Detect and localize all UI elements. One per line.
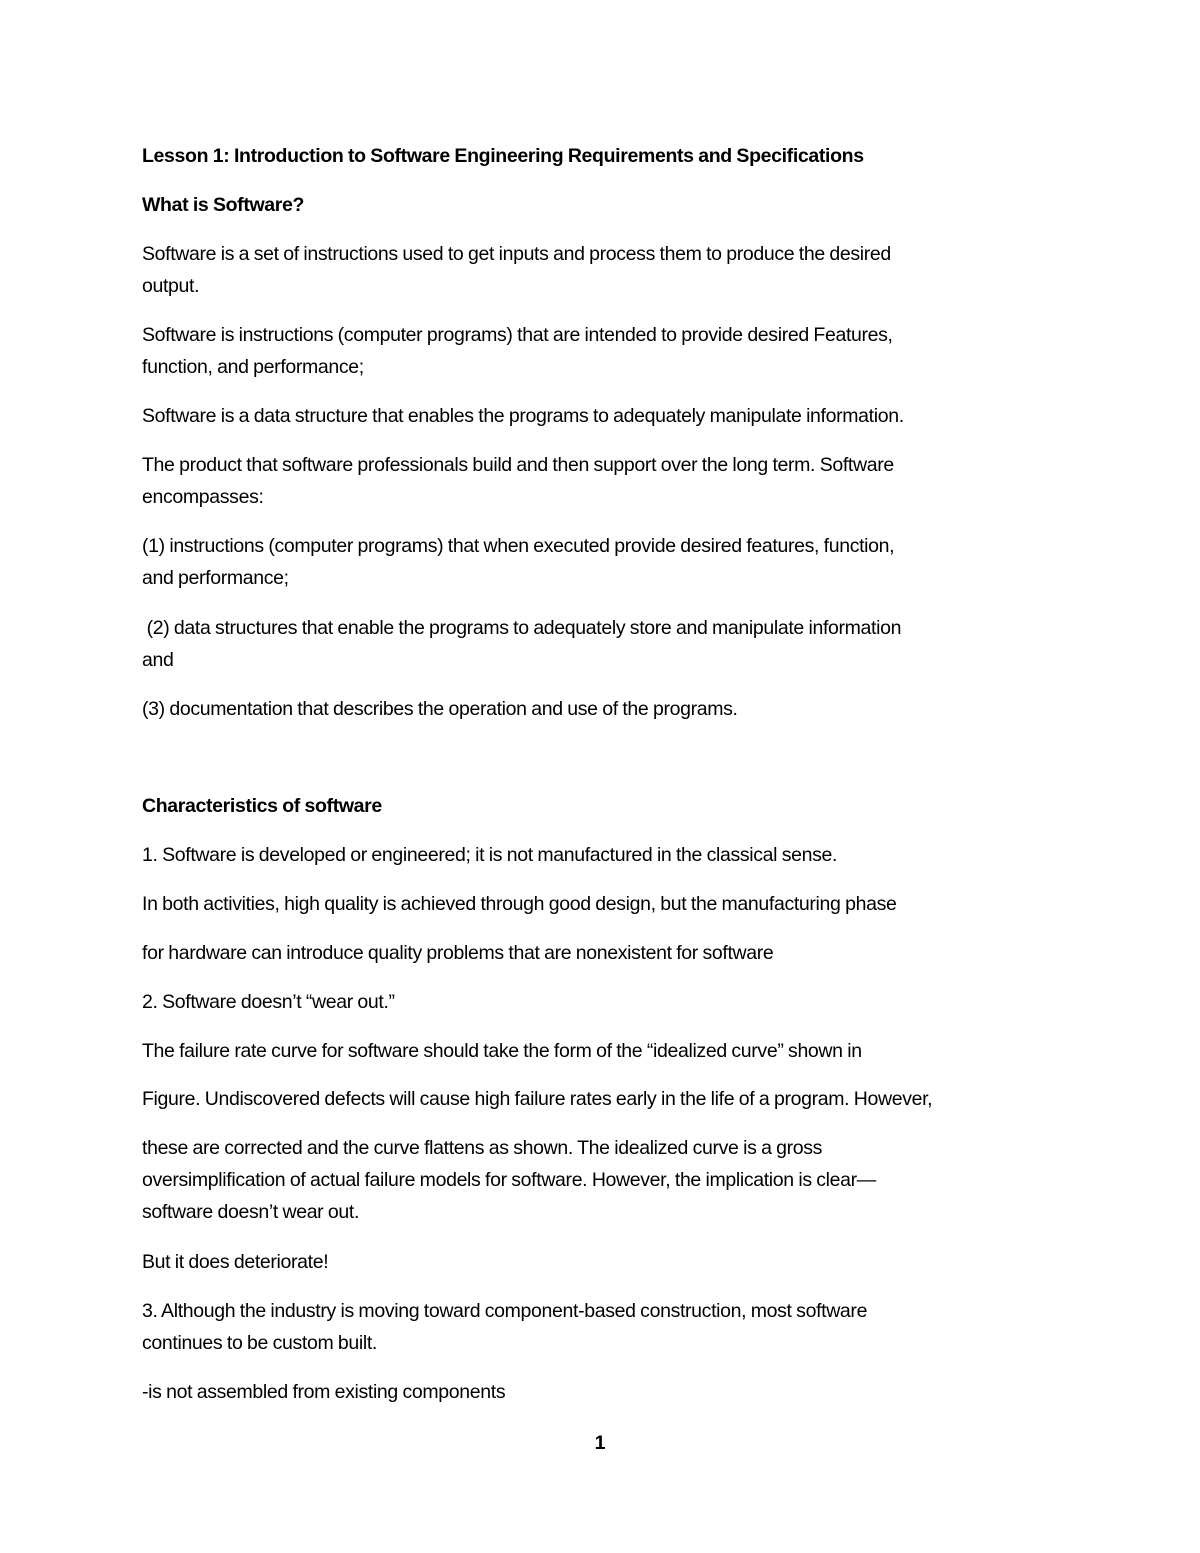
paragraph-line: 1. Software is developed or engineered; it is not manufactured in the classical sense.: [142, 844, 838, 866]
paragraph-line: Software is instructions (computer programs) that are intended to provide desired Features,: [142, 324, 893, 346]
paragraph-line: output.: [142, 275, 200, 297]
paragraph-line: Figure. Undiscovered defects will cause high failure rates early in the life of a program. However,: [142, 1088, 933, 1110]
paragraph-line: for hardware can introduce quality problems that are nonexistent for software: [142, 942, 774, 964]
paragraph-line: Software is a data structure that enables the programs to adequately manipulate information.: [142, 405, 904, 427]
lesson-title: Lesson 1: Introduction to Software Engineering Requirements and Specifications: [142, 145, 864, 167]
page-number: 1: [594, 1432, 606, 1454]
paragraph-line: these are corrected and the curve flattens as shown. The idealized curve is a gross: [142, 1137, 823, 1159]
paragraph-line: The failure rate curve for software should take the form of the “idealized curve” shown in: [142, 1040, 862, 1062]
paragraph-line: The product that software professionals build and then support over the long term. Software: [142, 454, 894, 476]
paragraph-line: function, and performance;: [142, 356, 364, 378]
paragraph-line: But it does deteriorate!: [142, 1251, 329, 1273]
list-item: (1) instructions (computer programs) that when executed provide desired features, function,: [142, 535, 895, 557]
heading-characteristics: Characteristics of software: [142, 795, 382, 817]
heading-what-is-software: What is Software?: [142, 194, 305, 216]
paragraph-line: oversimplification of actual failure models for software. However, the implication is clear—: [142, 1169, 876, 1191]
paragraph-line: 2. Software doesn’t “wear out.”: [142, 991, 395, 1013]
list-item: and: [142, 649, 174, 671]
list-item: (2) data structures that enable the programs to adequately store and manipulate information: [142, 617, 902, 639]
paragraph-line: 3. Although the industry is moving toward component-based construction, most software: [142, 1300, 868, 1322]
paragraph-line: software doesn’t wear out.: [142, 1201, 360, 1223]
paragraph-line: Software is a set of instructions used to get inputs and process them to produce the desired: [142, 243, 891, 265]
paragraph-line: In both activities, high quality is achieved through good design, but the manufacturing phase: [142, 893, 897, 915]
list-item: and performance;: [142, 567, 289, 589]
paragraph-line: encompasses:: [142, 486, 264, 508]
paragraph-line: continues to be custom built.: [142, 1332, 377, 1354]
paragraph-line: -is not assembled from existing components: [142, 1381, 506, 1403]
list-item: (3) documentation that describes the operation and use of the programs.: [142, 698, 738, 720]
